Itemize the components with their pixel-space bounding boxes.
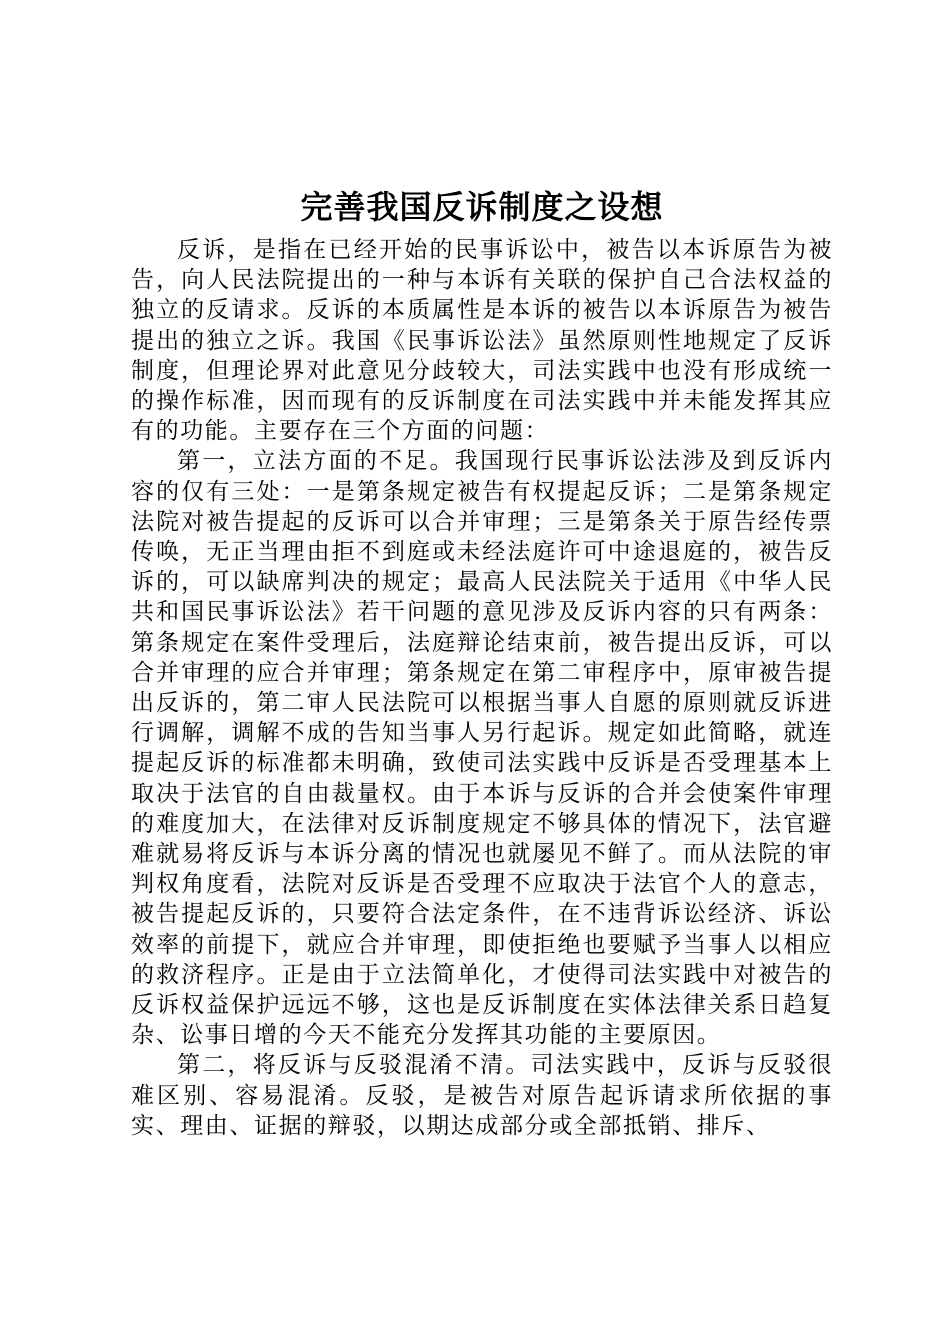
paragraph-first-issue: 第一，立法方面的不足。我国现行民事诉讼法涉及到反诉内容的仅有三处：一是第条规定被告有权提起反诉；二是第条规定法院对被告提起的反诉可以合并审理；三是第条关于原告经传票传唤，无正当理由拒不到庭或未经法庭许可中途退庭的，被告反诉的，可以缺席判决的规定；最高人民法院关于适用《中华人民共和国民事诉讼法》若干问题的意见涉及反诉内容的只有两条：第条规定在案件受理后，法庭辩论结束前，被告提出反诉，可以合并审理的应合并审理；第条规定在第二审程序中，原审被告提出反诉的，第二审人民法院可以根据当事人自愿的原则就反诉进行调解，调解不成的告知当事人另行起诉。规定如此简略，就连提起反诉的标准都未明确，致使司法实践中反诉是否受理基本上取决于法官的自由裁量权。由于本诉与反诉的合并会使案件审理的难度加大，在法律对反诉制度规定不够具体的情况下，法官避难就易将反诉与本诉分离的情况也就屡见不鲜了。而从法院的审判权角度看，法院对反诉是否受理不应取决于法官个人的意志，被告提起反诉的，只要符合法定条件，在不违背诉讼经济、诉讼效率的前提下，就应合并审理，即使拒绝也要赋予当事人以相应的救济程序。正是由于立法简单化，才使得司法实践中对被告的反诉权益保护远远不够，这也是反诉制度在实体法律关系日趋复杂、讼事日增的今天不能充分发挥其功能的主要原因。 bbox=[131, 448, 833, 1049]
paragraph-intro: 反诉，是指在已经开始的民事诉讼中，被告以本诉原告为被告，向人民法院提出的一种与本诉有关联的保护自己合法权益的独立的反请求。反诉的本质属性是本诉的被告以本诉原告为被告提出的独立之诉。我国《民事诉讼法》虽然原则性地规定了反诉制度，但理论界对此意见分歧较大，司法实践中也没有形成统一的操作标准，因而现有的反诉制度在司法实践中并未能发挥其应有的功能。主要存在三个方面的问题： bbox=[131, 237, 833, 445]
document-page bbox=[131, 183, 833, 1141]
paragraph-second-issue: 第二，将反诉与反驳混淆不清。司法实践中，反诉与反驳很难区别、容易混淆。反驳，是被告对原告起诉请求所依据的事实、理由、证据的辩驳，以期达成部分或全部抵销、排斥、 bbox=[131, 1052, 833, 1139]
document-title: 完善我国反诉制度之设想 bbox=[300, 188, 664, 226]
